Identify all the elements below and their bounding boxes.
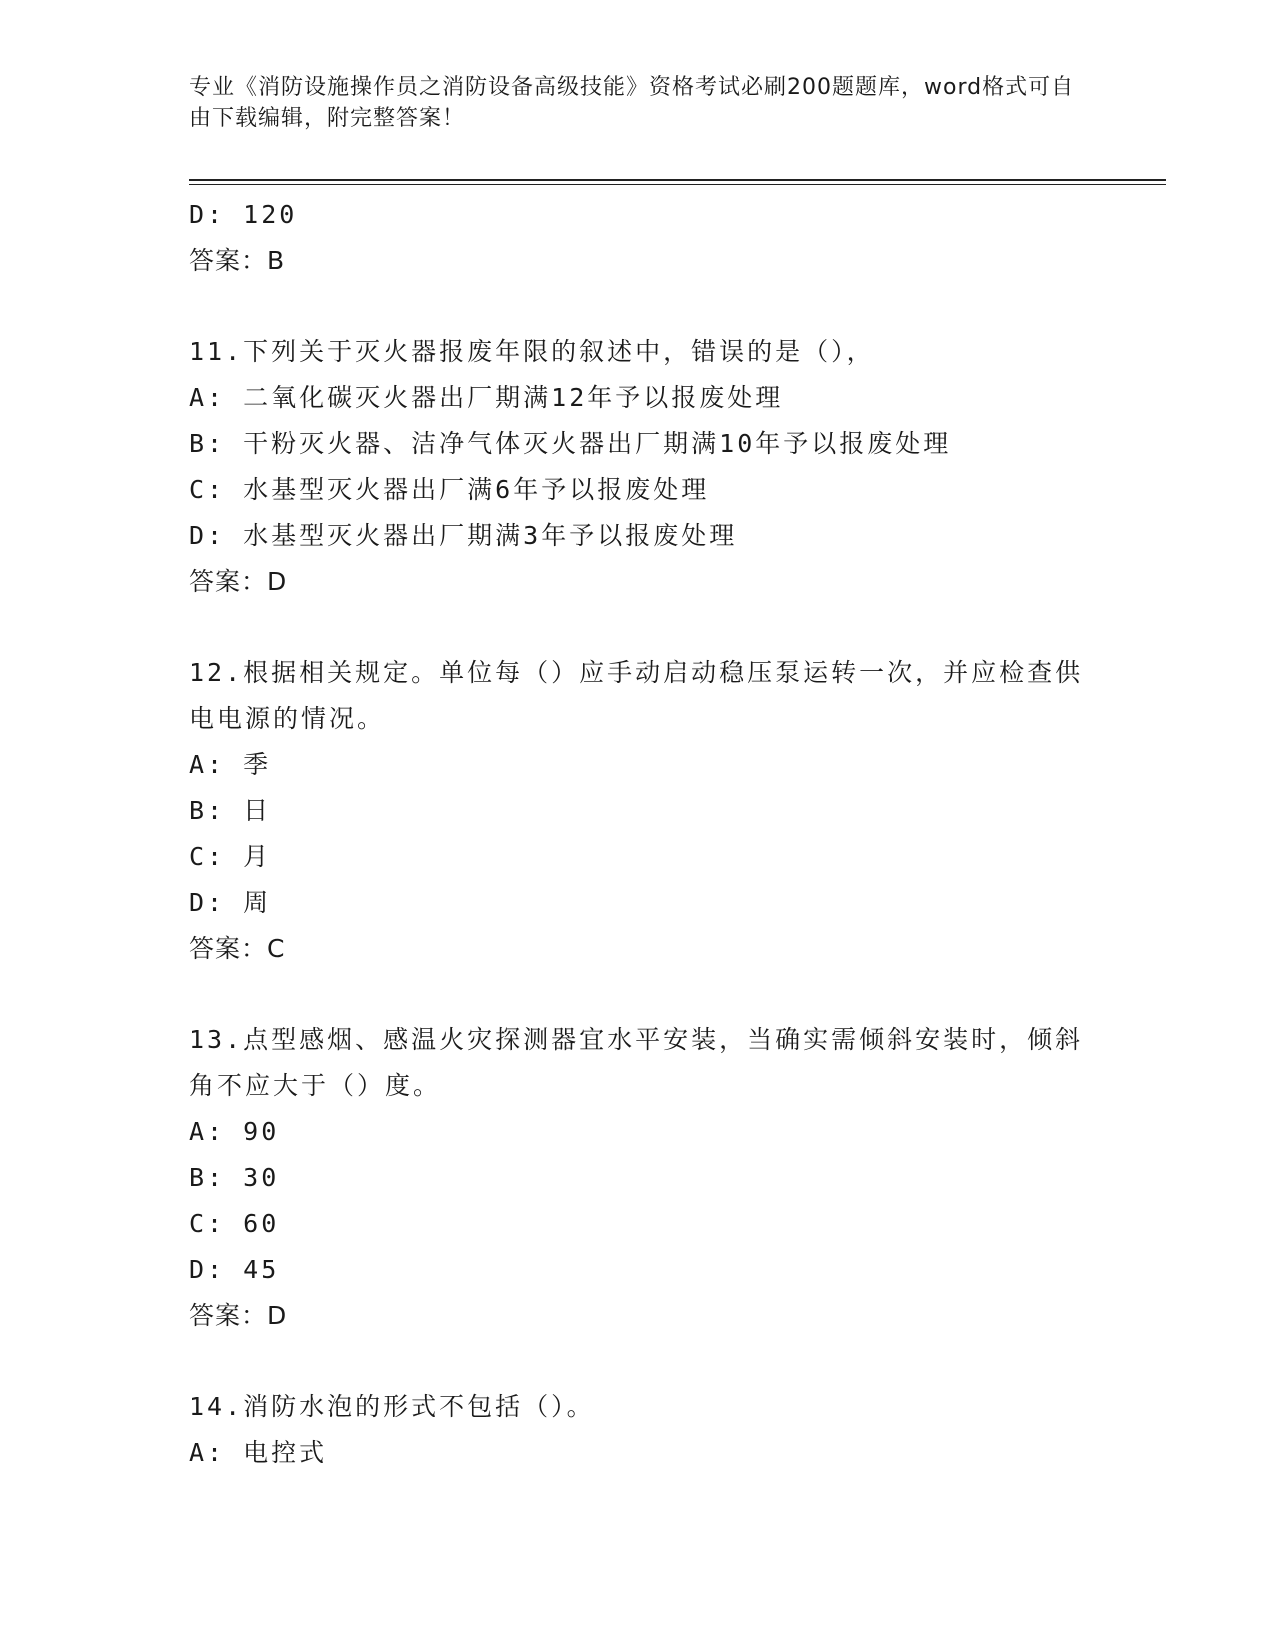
- option-d: D: 水基型灭火器出厂期满3年予以报废处理: [189, 521, 738, 550]
- option-d: D: 周: [189, 888, 272, 917]
- option-a: A: 二氧化碳灭火器出厂期满12年予以报废处理: [189, 383, 784, 412]
- spacer: [189, 605, 1089, 650]
- question-text: 13.点型感烟、感温火灾探测器宜水平安装，当确实需倾斜安装时，倾斜角不应大于（）度。: [189, 1025, 1084, 1100]
- page-header: 专业《消防设施操作员之消防设备高级技能》资格考试必刷200题题库，word格式可自由下载编辑，附完整答案！: [189, 75, 1075, 131]
- question-text: 12.根据相关规定。单位每（）应手动启动稳压泵运转一次，并应检查供电电源的情况。: [189, 658, 1084, 733]
- prev-answer: 答案：B: [189, 246, 286, 275]
- option-a: A: 90: [189, 1117, 280, 1146]
- question-text: 14.消防水泡的形式不包括（）。: [189, 1392, 595, 1421]
- prev-option-d: D: 120: [189, 200, 298, 229]
- option-b: B: 干粉灭火器、洁净气体灭火器出厂期满10年予以报废处理: [189, 429, 952, 458]
- option-b: B: 30: [189, 1163, 280, 1192]
- answer: 答案：D: [189, 567, 288, 596]
- question-13: [189, 1017, 1089, 1339]
- option-c: C: 水基型灭火器出厂满6年予以报废处理: [189, 475, 710, 504]
- header-rule-thick: [189, 179, 1166, 181]
- answer: 答案：D: [189, 1301, 288, 1330]
- question-14: [189, 1384, 1089, 1476]
- option-c: C: 60: [189, 1209, 280, 1238]
- question-list: [189, 192, 1089, 1476]
- spacer: [189, 1339, 1089, 1384]
- question-11: [189, 329, 1089, 605]
- header-rule-thin: [189, 184, 1166, 185]
- option-a: A: 电控式: [189, 1438, 328, 1467]
- option-a: A: 季: [189, 750, 272, 779]
- option-d: D: 45: [189, 1255, 280, 1284]
- answer: 答案：C: [189, 934, 286, 963]
- option-b: B: 日: [189, 796, 272, 825]
- question-text: 11.下列关于灭火器报废年限的叙述中，错误的是（），: [189, 337, 875, 366]
- option-c: C: 月: [189, 842, 272, 871]
- question-12: [189, 650, 1089, 972]
- spacer: [189, 284, 1089, 329]
- spacer: [189, 972, 1089, 1017]
